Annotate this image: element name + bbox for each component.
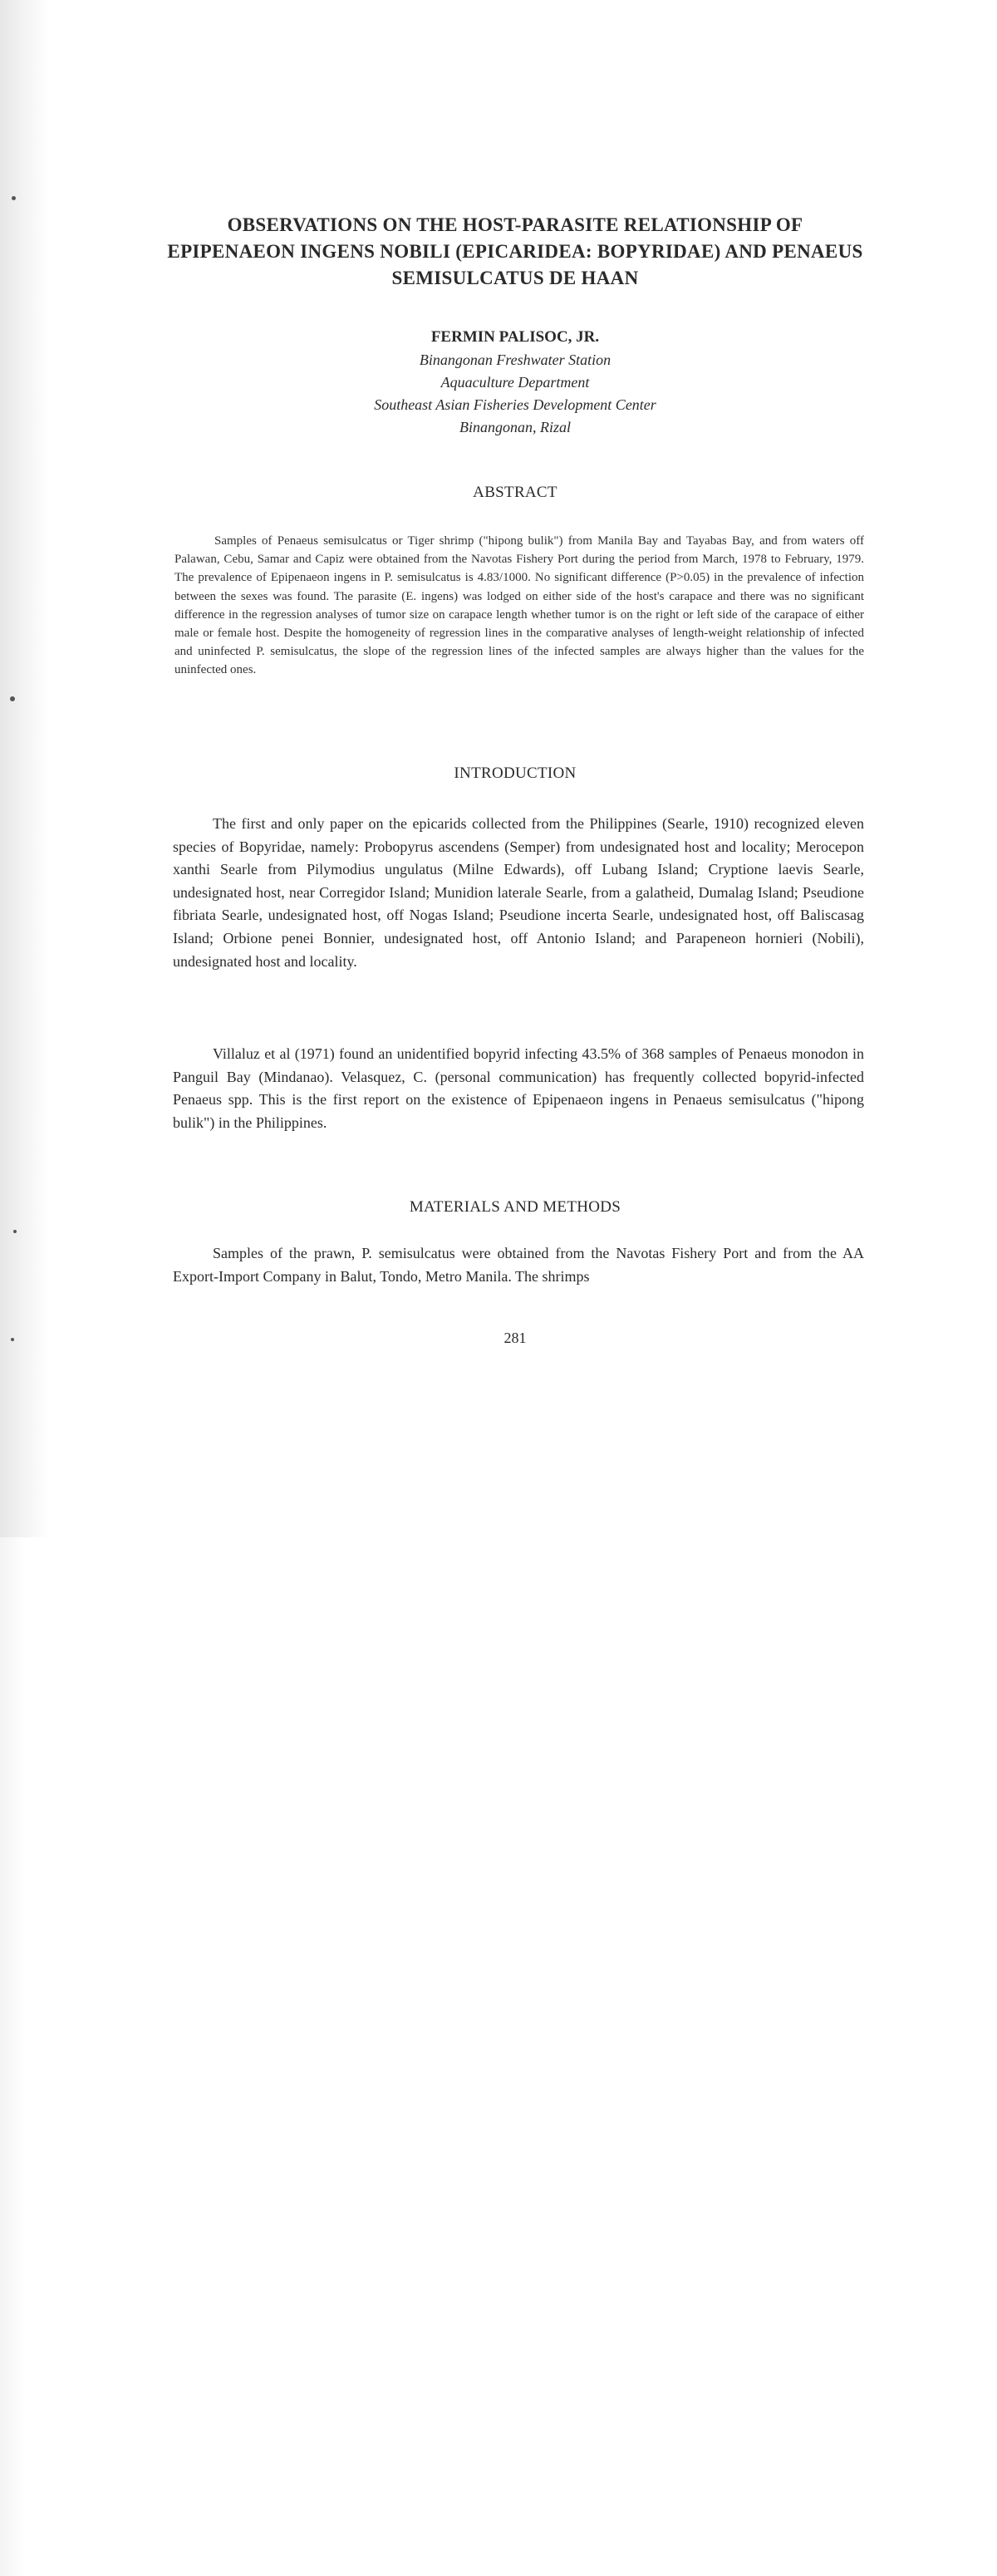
scan-margin-shading xyxy=(0,0,50,1537)
introduction-heading: INTRODUCTION xyxy=(454,764,577,782)
scan-speck xyxy=(12,196,16,200)
scan-speck xyxy=(10,696,15,701)
scan-speck xyxy=(11,1338,14,1341)
scan-speck xyxy=(13,1230,17,1233)
methods-paragraph: Samples of the prawn, P. semisulcatus were obtained from the Navotas Fishery Port and from the AA Export-Import Company in Balut, Tondo, Metro Manila. The shrimps xyxy=(173,1245,864,1285)
introduction-paragraph: Villaluz et al (1971) found an unidentified bopyrid infecting 43.5% of 368 samples of Penaeus monodon in Panguil Bay (Mindanao). Velasquez, C. (personal communication) has frequently collected bopyrid-infected Penaeus spp. This is the first report on the existence of Epipenaeon ingens in Penaeus semisulcatus ("hipong bulik") in the Philippines. xyxy=(173,1045,864,1131)
author-block xyxy=(166,326,864,439)
affiliation-line: Binangonan Freshwater Station xyxy=(419,351,611,368)
abstract-text: Samples of Penaeus semisulcatus or Tiger shrimp ("hipong bulik") from Manila Bay and Tayabas Bay, and from waters off Palawan, Cebu, Samar and Capiz were obtained from the Navotas Fishery Port during the period from March, 1978 to February, 1979. The prevalence of Epipenaeon ingens in P. semisulcatus is 4.83/1000. No significant difference (P>0.05) in the prevalence of infection between the sexes was found. The parasite (E. ingens) was lodged on either side of the host's carapace and there was no significant difference in the regression analyses of tumor size on carapace length whether tumor is on the right or left side of the carapace of either male or female host. Despite the homogeneity of regression lines in the comparative analyses of length-weight relationship of infected and uninfected P. semisulcatus, the slope of the regression lines of the infected samples are always higher than the values for the uninfected ones. xyxy=(174,534,864,677)
affiliation-line: Binangonan, Rizal xyxy=(459,419,571,435)
introduction-paragraph: The first and only paper on the epicarids collected from the Philippines (Searle, 1910) recognized eleven species of Bopyridae, namely: Probopyrus ascendens (Semper) from undesignated host and locality; Merocepon xanthi Searle from Pilymodius ungulatus (Milne Edwards), off Lubang Island; Cryptione laevis Searle, undesignated host, near Corregidor Island; Munidion laterale Searle, from a galatheid, Dumalag Island; Pseudione fibriata Searle, undesignated host, off Nogas Island; Pseudione incerta Searle, undesignated host, off Baliscasag Island; Orbione penei Bonnier, undesignated host, off Antonio Island; and Parapeneon hornieri (Nobili), undesignated host and locality. xyxy=(173,815,864,970)
methods-heading: MATERIALS AND METHODS xyxy=(409,1198,621,1216)
affiliation-line: Southeast Asian Fisheries Development Center xyxy=(374,396,656,413)
abstract-heading: ABSTRACT xyxy=(473,484,557,501)
author-name: FERMIN PALISOC, JR. xyxy=(430,328,600,346)
page-number: 281 xyxy=(503,1330,527,1346)
scan-margin-shading-lower xyxy=(0,1537,25,2576)
affiliation-line: Aquaculture Department xyxy=(440,374,590,391)
paper-title: OBSERVATIONS ON THE HOST-PARASITE RELATIONSHIP OF EPIPENAEON INGENS NOBILI (EPICARIDEA: BOPYRIDAE) AND PENAEUS SEMISULCATUS DE HAAN xyxy=(167,214,863,288)
